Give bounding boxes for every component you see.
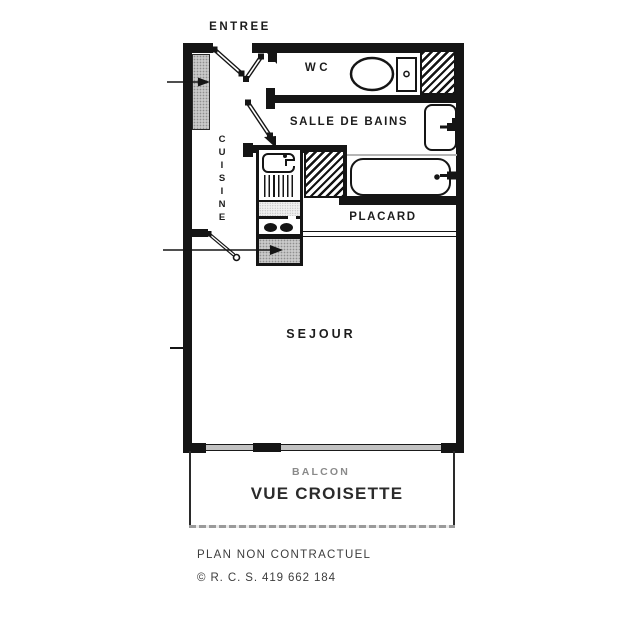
toilet-icon bbox=[351, 58, 409, 90]
cuisine-letter: I bbox=[220, 186, 224, 197]
room-label-balcon: BALCON bbox=[291, 466, 351, 478]
room-label-sejour: SEJOUR bbox=[286, 327, 356, 341]
tub-drain-icon bbox=[434, 174, 440, 180]
cuisine-letter: I bbox=[220, 160, 224, 171]
cuisine-letter: S bbox=[218, 173, 226, 184]
room-label-salle-de-bains: SALLE DE BAINS bbox=[289, 116, 409, 128]
disclaimer-text: PLAN NON CONTRACTUEL bbox=[197, 549, 372, 561]
entry-door-swing-icon bbox=[212, 47, 278, 83]
room-label-placard: PLACARD bbox=[349, 211, 417, 223]
cuisine-letter: E bbox=[218, 212, 226, 223]
kitchen-door-swing-icon bbox=[206, 231, 240, 261]
tub-faucet-icon bbox=[440, 172, 457, 180]
entry-arrow-icon bbox=[167, 78, 210, 87]
room-label-cuisine bbox=[213, 133, 231, 224]
cuisine-letter: U bbox=[218, 147, 226, 158]
view-label: VUE CROISETTE bbox=[250, 484, 404, 503]
cuisine-letter: C bbox=[218, 134, 226, 145]
room-label-wc: WC bbox=[304, 62, 332, 74]
bathroom-door-swing-icon bbox=[245, 100, 276, 149]
basin-faucet-icon bbox=[440, 118, 457, 131]
room-label-entree: ENTREE bbox=[209, 21, 271, 33]
cuisine-letter: N bbox=[218, 199, 226, 210]
copyright-text: © R. C. S. 419 662 184 bbox=[197, 572, 336, 584]
